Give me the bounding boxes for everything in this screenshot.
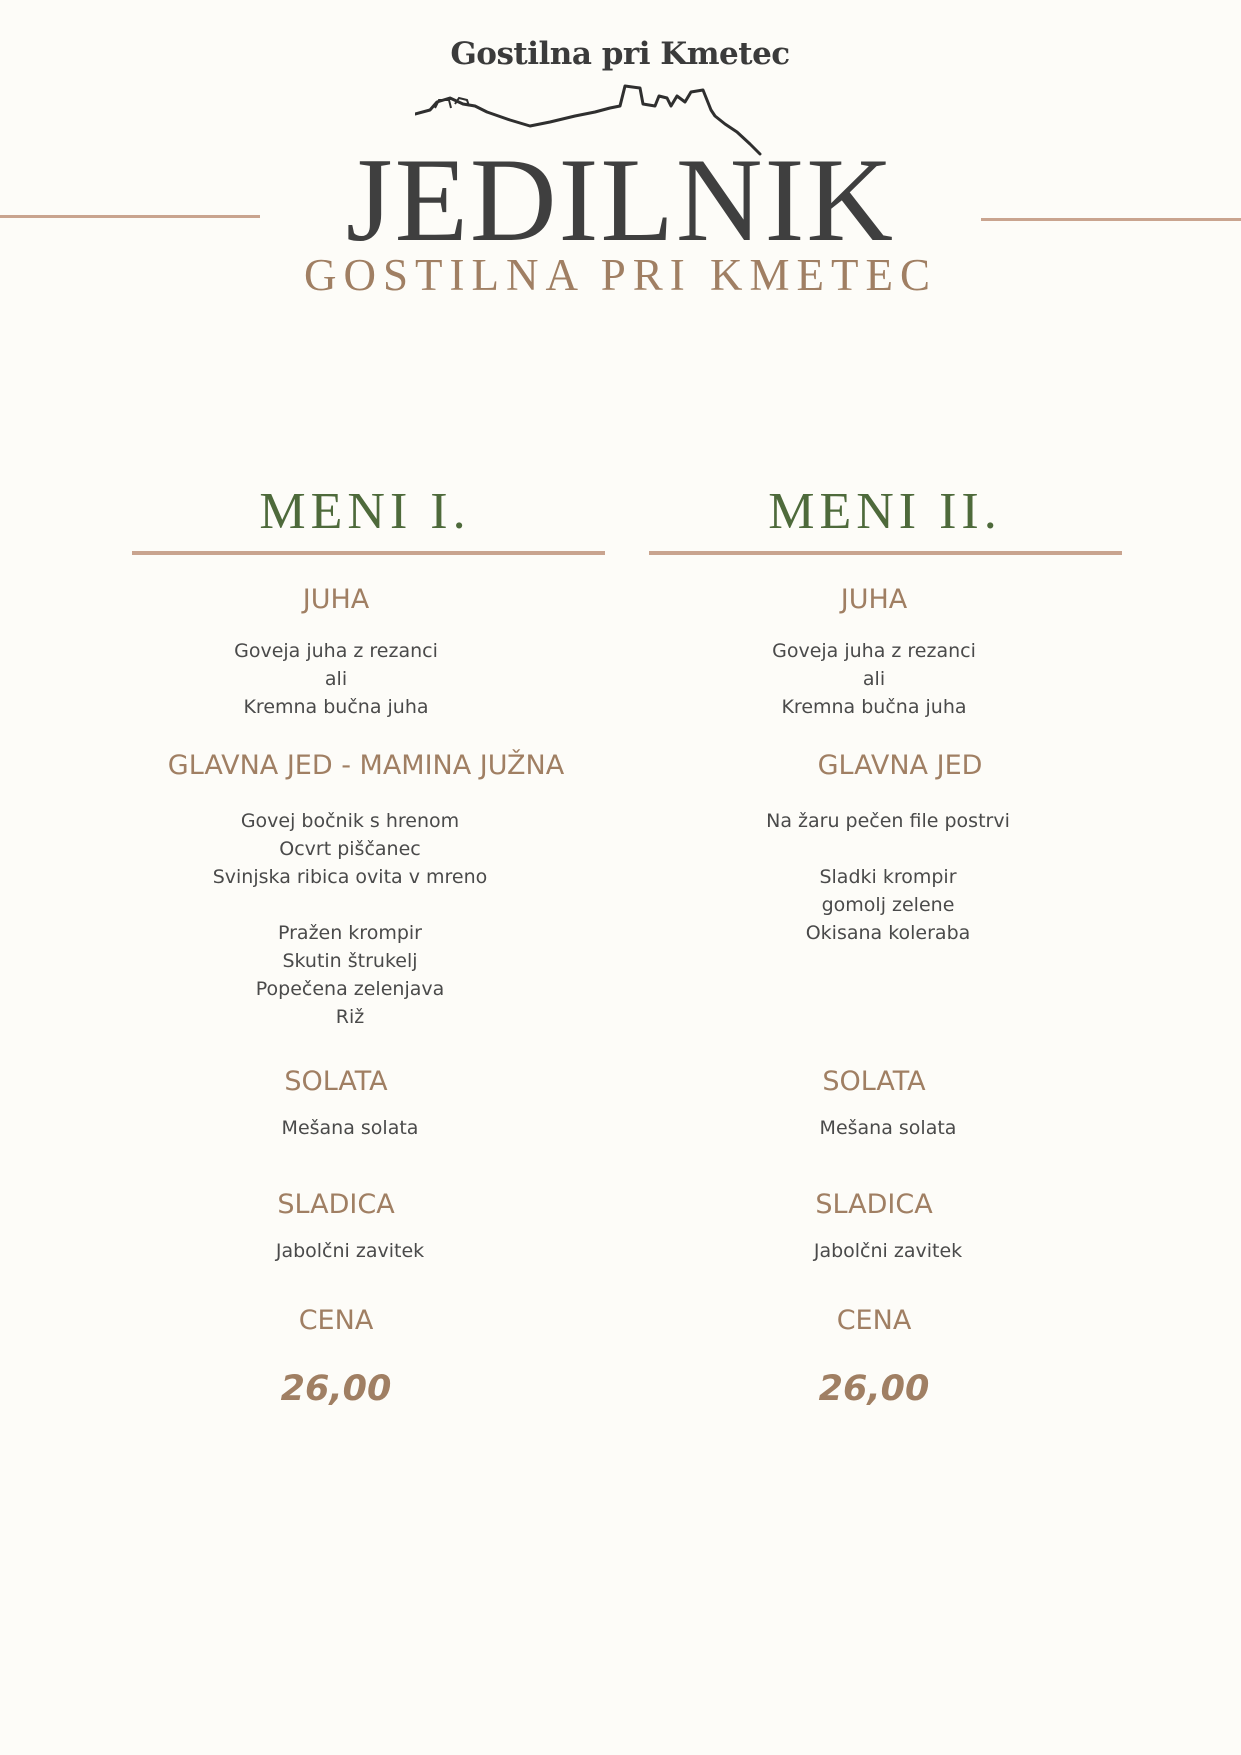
logo-text: Gostilna pri Kmetec <box>450 36 790 72</box>
menu-2-main-heading: GLAVNA JED <box>817 750 983 781</box>
list-item: Okisana koleraba <box>805 922 971 944</box>
list-item: ali <box>324 668 348 690</box>
menu-2-dessert-heading: SLADICA <box>815 1189 933 1220</box>
list-item: Riž <box>335 1006 365 1028</box>
list-item: Goveja juha z rezanci <box>772 640 976 662</box>
list-item: Svinjska ribica ovita v mreno <box>212 866 488 888</box>
menu-2-salad-heading: SOLATA <box>822 1066 926 1097</box>
menu-2-soup-heading: JUHA <box>840 584 908 615</box>
list-item: gomolj zelene <box>821 894 955 916</box>
menu-1-main-heading: GLAVNA JED - MAMINA JUŽNA <box>167 750 565 781</box>
list-item: Goveja juha z rezanci <box>234 640 438 662</box>
list-item: Sladki krompir <box>819 866 957 888</box>
menu-1-title: MENI I. <box>259 483 471 540</box>
menu-1-price-label: CENA <box>298 1305 374 1336</box>
list-item: Mešana solata <box>281 1117 419 1139</box>
menu-2-soup-items <box>674 637 1074 721</box>
menu-1-salad-items <box>150 1114 550 1142</box>
menu-2-salad-items <box>688 1114 1088 1142</box>
menu-2-price-label: CENA <box>836 1305 912 1336</box>
menu-1-dessert-heading: SLADICA <box>277 1189 395 1220</box>
list-item: Pražen krompir <box>277 922 422 944</box>
list-item: Na žaru pečen file postrvi <box>766 810 1010 832</box>
menu-1-main-items <box>150 807 550 1031</box>
menu-1-soup-heading: JUHA <box>302 584 370 615</box>
page-title: JEDILNIK <box>345 133 896 266</box>
page-subtitle: GOSTILNA PRI KMETEC <box>303 250 937 300</box>
list-item: Jabolčni zavitek <box>813 1240 963 1262</box>
list-item: ali <box>862 668 886 690</box>
menu-1-salad-heading: SOLATA <box>284 1066 388 1097</box>
list-item: Ocvrt piščanec <box>279 838 421 860</box>
list-item: Jabolčni zavitek <box>275 1240 425 1262</box>
list-item <box>150 891 550 919</box>
menu-1-price: 26,00 <box>280 1369 392 1409</box>
menu-2-rule <box>649 551 1122 555</box>
list-item: Skutin štrukelj <box>282 950 418 972</box>
menu-1-dessert-items <box>150 1237 550 1265</box>
menu-1-soup-items <box>136 637 536 721</box>
list-item: Kremna bučna juha <box>781 696 967 718</box>
list-item: Popečena zelenjava <box>255 978 445 1000</box>
menu-1-rule <box>132 551 605 555</box>
menu-2-price: 26,00 <box>818 1369 930 1409</box>
menu-2-dessert-items <box>688 1237 1088 1265</box>
list-item: Govej bočnik s hrenom <box>240 810 460 832</box>
list-item <box>688 835 1088 863</box>
list-item: Mešana solata <box>819 1117 957 1139</box>
menu-2-title: MENI II. <box>768 483 1002 540</box>
menu-2-main-items <box>688 807 1088 947</box>
list-item: Kremna bučna juha <box>243 696 429 718</box>
